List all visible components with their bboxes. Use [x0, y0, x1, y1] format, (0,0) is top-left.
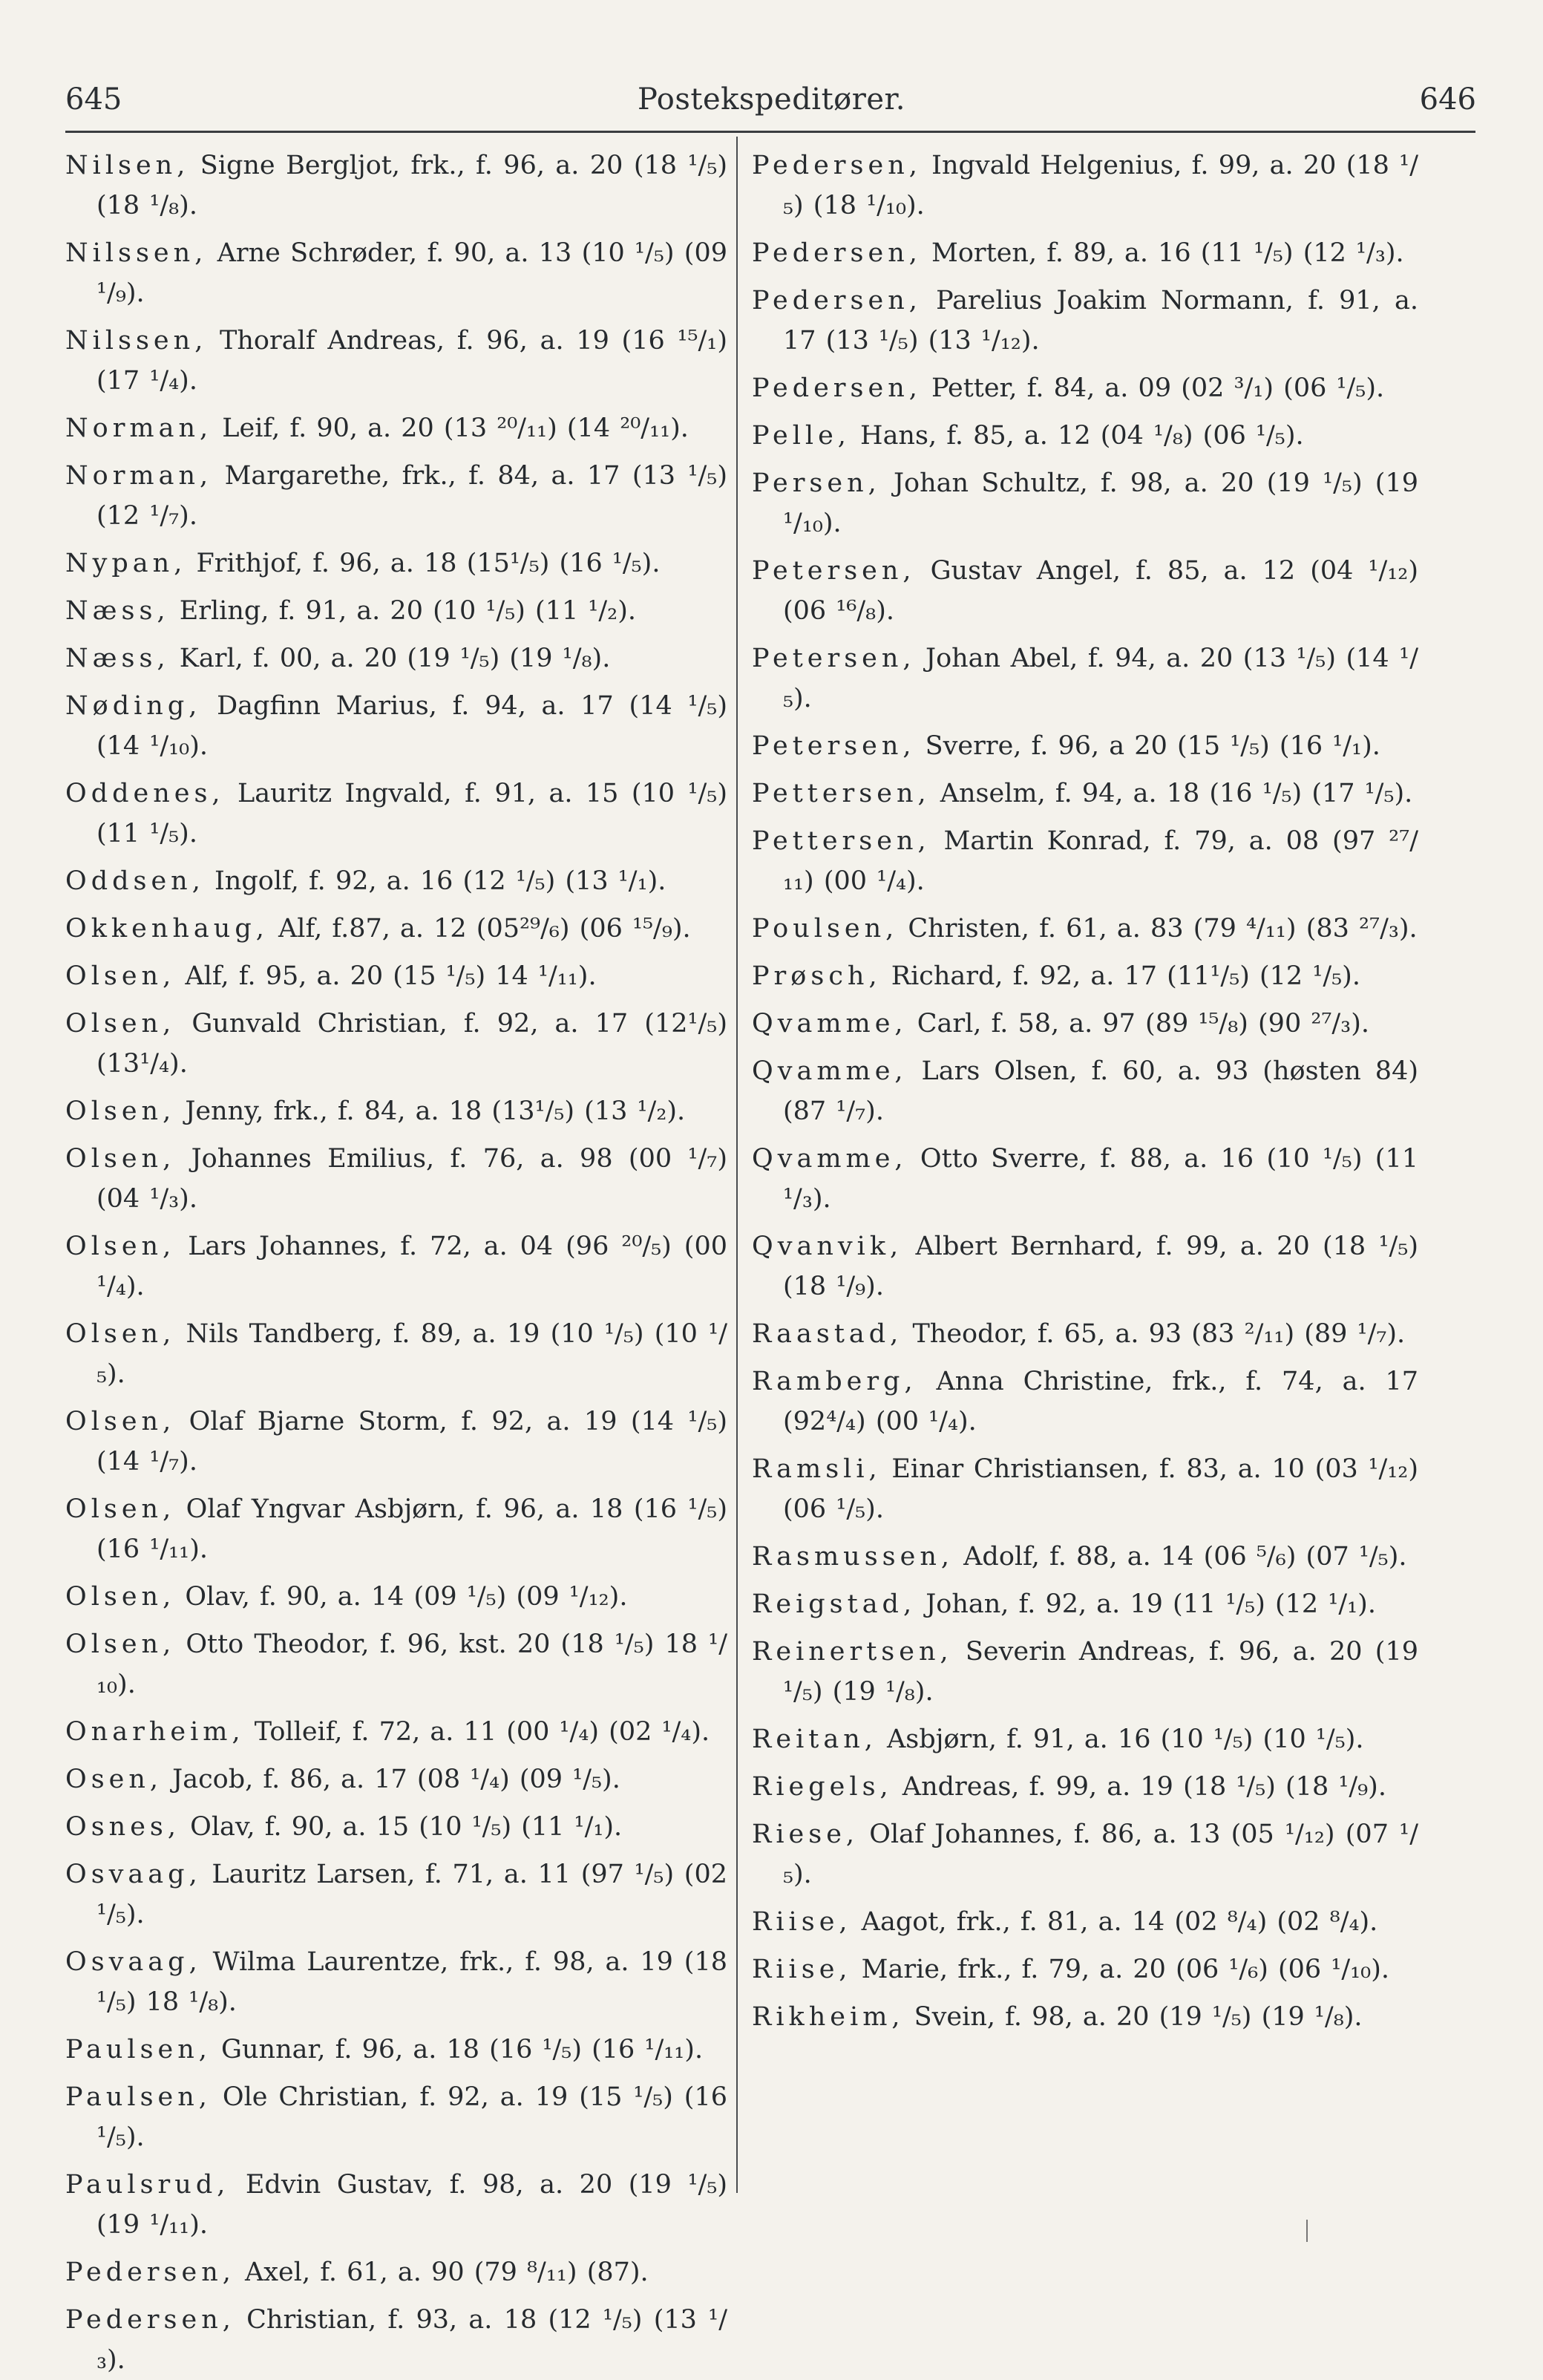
- entry-surname: Norman,: [65, 461, 213, 491]
- entry-surname: Onarheim,: [65, 1717, 245, 1747]
- directory-entry: [65, 591, 727, 631]
- running-title: Postekspeditører.: [638, 82, 905, 117]
- entry-surname: Nilssen,: [65, 326, 208, 356]
- entry-details: Morten, f. 89, a. 16 (11 ¹/₅) (12 ¹/₃).: [921, 238, 1404, 268]
- directory-entry: [65, 861, 727, 901]
- entry-surname: Pedersen,: [752, 373, 922, 403]
- directory-entry: [65, 146, 727, 226]
- directory-entry: [65, 909, 727, 949]
- directory-entry: [752, 463, 1418, 543]
- directory-entry: [65, 2300, 727, 2380]
- directory-entry: [752, 1537, 1418, 1577]
- entry-details: Thoralf Andreas, f. 96, a. 19 (16 ¹⁵/₁) (17 ¹/₄).: [96, 326, 727, 396]
- directory-entry: [65, 1489, 727, 1569]
- entry-details: Johan Abel, f. 94, a. 20 (13 ¹/₅) (14 ¹/₅).: [783, 644, 1418, 713]
- entry-surname: Olsen,: [65, 1096, 176, 1126]
- entry-surname: Næss,: [65, 596, 170, 626]
- entry-surname: Olsen,: [65, 1319, 176, 1349]
- entry-surname: Petersen,: [752, 644, 916, 673]
- entry-details: Jacob, f. 86, a. 17 (08 ¹/₄) (09 ¹/₅).: [163, 1765, 620, 1794]
- directory-entry: [752, 1584, 1418, 1624]
- entry-surname: Norman,: [65, 413, 213, 443]
- entry-surname: Rikheim,: [752, 2002, 905, 2032]
- entry-details: Petter, f. 84, a. 09 (02 ³/₁) (06 ¹/₅).: [921, 373, 1385, 403]
- entry-details: Leif, f. 90, a. 20 (13 ²⁰/₁₁) (14 ²⁰/₁₁).: [212, 413, 689, 443]
- directory-entry: [65, 1624, 727, 1704]
- left-page-number: 645: [65, 82, 122, 117]
- entry-surname: Paulsen,: [65, 2082, 212, 2112]
- entry-surname: Pedersen,: [752, 238, 922, 268]
- entry-surname: Petersen,: [752, 731, 916, 761]
- directory-entry: [65, 1712, 727, 1752]
- directory-entry: [65, 956, 727, 996]
- directory-entry: [65, 1314, 727, 1394]
- entry-details: Tolleif, f. 72, a. 11 (00 ¹/₄) (02 ¹/₄).: [244, 1717, 710, 1747]
- entry-details: Nils Tandberg, f. 89, a. 19 (10 ¹/₅) (10 ¹/₅).: [96, 1319, 727, 1389]
- directory-entry: [65, 456, 727, 536]
- directory-entry: [65, 1004, 727, 1084]
- entry-surname: Olsen,: [65, 1629, 176, 1659]
- entry-surname: Petersen,: [752, 556, 916, 586]
- entry-surname: Pedersen,: [65, 2258, 235, 2287]
- header-rule: [65, 131, 1475, 133]
- entry-details: Alf, f.87, a. 12 (05²⁹/₆) (06 ¹⁵/₉).: [268, 914, 691, 944]
- left-column: [65, 146, 727, 2380]
- entry-surname: Olsen,: [65, 1407, 176, 1436]
- entry-details: Edvin Gustav, f. 98, a. 20 (19 ¹/₅) (19 ¹/₁₁).: [96, 2170, 727, 2240]
- entry-surname: Qvamme,: [752, 1009, 908, 1039]
- directory-entry: [752, 1767, 1418, 1807]
- directory-entry: [65, 1091, 727, 1131]
- entry-surname: Osnes,: [65, 1812, 180, 1842]
- directory-entry: [752, 1361, 1418, 1442]
- directory-entry: [65, 1759, 727, 1799]
- directory-entry: [65, 686, 727, 766]
- directory-entry: [752, 1139, 1418, 1219]
- entry-surname: Osvaag,: [65, 1947, 202, 1977]
- directory-entry: [65, 2030, 727, 2070]
- entry-surname: Riese,: [752, 1820, 859, 1849]
- entry-surname: Ramsli,: [752, 1454, 882, 1484]
- entry-surname: Qvanvik,: [752, 1232, 903, 1261]
- entry-details: Lauritz Larsen, f. 71, a. 11 (97 ¹/₅) (02 ¹/₅).: [96, 1860, 727, 1929]
- entry-surname: Oddsen,: [65, 866, 205, 896]
- entry-details: Johan Schultz, f. 98, a. 20 (19 ¹/₅) (19 ¹/₁₀).: [783, 468, 1418, 538]
- entry-details: Hans, f. 85, a. 12 (04 ¹/₈) (06 ¹/₅).: [850, 421, 1304, 451]
- entry-surname: Qvamme,: [752, 1144, 908, 1174]
- entry-surname: Prøsch,: [752, 961, 882, 991]
- directory-entry: [65, 2165, 727, 2245]
- directory-entry: [65, 1854, 727, 1935]
- directory-entry: [752, 1226, 1418, 1307]
- entry-details: Gustav Angel, f. 85, a. 12 (04 ¹/₁₂) (06 ¹⁶/₈).: [783, 556, 1418, 626]
- entry-surname: Nilssen,: [65, 238, 208, 268]
- entry-details: Olaf Johannes, f. 86, a. 13 (05 ¹/₁₂) (07 ¹/₅).: [783, 1820, 1418, 1889]
- directory-entry: [65, 233, 727, 313]
- entry-surname: Pedersen,: [65, 2305, 235, 2335]
- directory-entry: [752, 368, 1418, 408]
- entry-surname: Olsen,: [65, 1009, 176, 1039]
- entry-details: Olaf Bjarne Storm, f. 92, a. 19 (14 ¹/₅) (14 ¹/₇).: [96, 1407, 727, 1477]
- entry-surname: Reitan,: [752, 1724, 877, 1754]
- directory-entry: [752, 1004, 1418, 1044]
- entry-details: Jenny, frk., f. 84, a. 18 (13¹/₅) (13 ¹/₂).: [175, 1096, 686, 1126]
- entry-details: Gunvald Christian, f. 92, a. 17 (12¹/₅) (13¹/₄).: [96, 1009, 727, 1079]
- directory-entry: [752, 233, 1418, 273]
- directory-entry: [65, 543, 727, 583]
- entry-details: Asbjørn, f. 91, a. 16 (10 ¹/₅) (10 ¹/₅).: [877, 1724, 1364, 1754]
- entry-surname: Pedersen,: [752, 151, 922, 180]
- directory-entry: [752, 638, 1418, 719]
- directory-entry: [65, 1942, 727, 2022]
- directory-entry: [65, 638, 727, 679]
- entry-details: Otto Sverre, f. 88, a. 16 (10 ¹/₅) (11 ¹/₃).: [783, 1144, 1418, 1214]
- entry-surname: Riise,: [752, 1955, 852, 1984]
- directory-entry: [65, 1807, 727, 1847]
- column-divider: [736, 137, 738, 2193]
- entry-surname: Næss,: [65, 644, 170, 673]
- entry-details: Lauritz Ingvald, f. 91, a. 15 (10 ¹/₅) (11 ¹/₅).: [96, 779, 727, 849]
- entry-details: Andreas, f. 99, a. 19 (18 ¹/₅) (18 ¹/₉).: [892, 1772, 1386, 1802]
- entry-details: Gunnar, f. 96, a. 18 (16 ¹/₅) (16 ¹/₁₁).: [211, 2035, 704, 2064]
- entry-details: Ole Christian, f. 92, a. 19 (15 ¹/₅) (16 ¹/₅).: [96, 2082, 727, 2152]
- entry-surname: Pettersen,: [752, 779, 931, 808]
- directory-entry: [752, 416, 1418, 456]
- directory-entry: [752, 146, 1418, 226]
- entry-surname: Osen,: [65, 1765, 163, 1794]
- entry-details: Olav, f. 90, a. 14 (09 ¹/₅) (09 ¹/₁₂).: [175, 1582, 628, 1612]
- entry-details: Aagot, frk., f. 81, a. 14 (02 ⁸/₄) (02 ⁸/₄).: [851, 1907, 1378, 1937]
- directory-entry: [752, 909, 1418, 949]
- directory-entry: [752, 1949, 1418, 1990]
- directory-entry: [65, 1226, 727, 1307]
- entry-details: Richard, f. 92, a. 17 (11¹/₅) (12 ¹/₅).: [881, 961, 1360, 991]
- directory-entry: [65, 1139, 727, 1219]
- entry-details: Theodor, f. 65, a. 93 (83 ²/₁₁) (89 ¹/₇).: [902, 1319, 1406, 1349]
- entry-details: Johan, f. 92, a. 19 (11 ¹/₅) (12 ¹/₁).: [916, 1589, 1376, 1619]
- directory-entry: [65, 408, 727, 448]
- entry-surname: Pettersen,: [752, 826, 931, 856]
- directory-entry: [65, 2077, 727, 2157]
- directory-entry: [752, 1051, 1418, 1131]
- directory-entry: [752, 1314, 1418, 1354]
- entry-details: Olav, f. 90, a. 15 (10 ¹/₅) (11 ¹/₁).: [180, 1812, 623, 1842]
- entry-details: Karl, f. 00, a. 20 (19 ¹/₅) (19 ¹/₈).: [169, 644, 611, 673]
- entry-surname: Olsen,: [65, 961, 176, 991]
- entry-surname: Nøding,: [65, 691, 202, 721]
- entry-surname: Riegels,: [752, 1772, 893, 1802]
- entry-details: Lars Olsen, f. 60, a. 93 (høsten 84) (87 ¹/₇).: [783, 1056, 1418, 1126]
- entry-surname: Okkenhaug,: [65, 914, 269, 944]
- entry-surname: Olsen,: [65, 1144, 176, 1174]
- entry-surname: Olsen,: [65, 1494, 176, 1524]
- directory-entry: [65, 774, 727, 854]
- entry-details: Marie, frk., f. 79, a. 20 (06 ¹/₆) (06 ¹/₁₀).: [851, 1955, 1389, 1984]
- entry-surname: Olsen,: [65, 1582, 176, 1612]
- entry-surname: Raastad,: [752, 1319, 903, 1349]
- entry-surname: Olsen,: [65, 1232, 176, 1261]
- directory-entry: [752, 1449, 1418, 1529]
- directory-entry: [752, 821, 1418, 901]
- directory-entry: [752, 956, 1418, 996]
- entry-surname: Persen,: [752, 468, 881, 498]
- entry-surname: Oddenes,: [65, 779, 225, 808]
- margin-mark: [1306, 2220, 1308, 2242]
- entry-surname: Riise,: [752, 1907, 852, 1937]
- directory-entry: [752, 1997, 1418, 2037]
- entry-details: Anselm, f. 94, a. 18 (16 ¹/₅) (17 ¹/₅).: [930, 779, 1413, 808]
- entry-details: Sverre, f. 96, a 20 (15 ¹/₅) (16 ¹/₁).: [915, 731, 1380, 761]
- entry-details: Einar Christiansen, f. 83, a. 10 (03 ¹/₁₂) (06 ¹/₅).: [783, 1454, 1418, 1524]
- directory-entry: [752, 1902, 1418, 1942]
- entry-details: Albert Bernhard, f. 99, a. 20 (18 ¹/₅) (18 ¹/₉).: [783, 1232, 1418, 1301]
- entry-surname: Nypan,: [65, 549, 187, 578]
- directory-entry: [65, 1577, 727, 1617]
- entry-details: Olaf Yngvar Asbjørn, f. 96, a. 18 (16 ¹/₅) (16 ¹/₁₁).: [96, 1494, 727, 1564]
- entry-details: Carl, f. 58, a. 97 (89 ¹⁵/₈) (90 ²⁷/₃).: [907, 1009, 1369, 1039]
- entry-details: Alf, f. 95, a. 20 (15 ¹/₅) 14 ¹/₁₁).: [175, 961, 597, 991]
- directory-entry: [65, 1402, 727, 1482]
- entry-surname: Reigstad,: [752, 1589, 917, 1619]
- directory-entry: [752, 774, 1418, 814]
- directory-entry: [752, 1719, 1418, 1759]
- entry-details: Johannes Emilius, f. 76, a. 98 (00 ¹/₇) (04 ¹/₃).: [96, 1144, 727, 1214]
- entry-details: Parelius Joakim Normann, f. 91, a. 17 (13 ¹/₅) (13 ¹/₁₂).: [783, 286, 1418, 356]
- entry-details: Otto Theodor, f. 96, kst. 20 (18 ¹/₅) 18 ¹/₁₀).: [96, 1629, 727, 1699]
- right-page-number: 646: [1419, 82, 1476, 117]
- entry-surname: Reinertsen,: [752, 1637, 953, 1667]
- entry-details: Svein, f. 98, a. 20 (19 ¹/₅) (19 ¹/₈).: [904, 2002, 1363, 2032]
- directory-entry: [752, 726, 1418, 766]
- entry-surname: Pedersen,: [752, 286, 922, 316]
- entry-details: Erling, f. 91, a. 20 (10 ¹/₅) (11 ¹/₂).: [169, 596, 636, 626]
- entry-surname: Poulsen,: [752, 914, 899, 944]
- entry-surname: Nilsen,: [65, 151, 190, 180]
- entry-details: Ingvald Helgenius, f. 99, a. 20 (18 ¹/₅) (18 ¹/₁₀).: [783, 151, 1418, 220]
- entry-surname: Qvamme,: [752, 1056, 908, 1086]
- entry-details: Christian, f. 93, a. 18 (12 ¹/₅) (13 ¹/₃).: [96, 2305, 727, 2375]
- entry-surname: Pelle,: [752, 421, 851, 451]
- entry-details: Lars Johannes, f. 72, a. 04 (96 ²⁰/₅) (00 ¹/₄).: [96, 1232, 727, 1301]
- entry-details: Christen, f. 61, a. 83 (79 ⁴/₁₁) (83 ²⁷/₃).: [898, 914, 1418, 944]
- entry-details: Frithjof, f. 96, a. 18 (15¹/₅) (16 ¹/₅).: [186, 549, 661, 578]
- entry-details: Martin Konrad, f. 79, a. 08 (97 ²⁷/₁₁) (00 ¹/₄).: [783, 826, 1418, 896]
- entry-surname: Ramberg,: [752, 1367, 917, 1396]
- entry-surname: Osvaag,: [65, 1860, 202, 1889]
- directory-entry: [752, 551, 1418, 631]
- directory-entry: [752, 1632, 1418, 1712]
- directory-entry: [65, 2252, 727, 2292]
- entry-details: Margarethe, frk., f. 84, a. 17 (13 ¹/₅) (12 ¹/₇).: [96, 461, 727, 531]
- entry-surname: Paulsrud,: [65, 2170, 230, 2200]
- entry-details: Adolf, f. 88, a. 14 (06 ⁵/₆) (07 ¹/₅).: [954, 1542, 1407, 1572]
- directory-entry: [752, 1814, 1418, 1894]
- entry-details: Ingolf, f. 92, a. 16 (12 ¹/₅) (13 ¹/₁).: [204, 866, 666, 896]
- entry-details: Wilma Laurentze, frk., f. 98, a. 19 (18 ¹/₅) 18 ¹/₈).: [96, 1947, 727, 2017]
- directory-entry: [752, 281, 1418, 361]
- entry-details: Axel, f. 61, a. 90 (79 ⁸/₁₁) (87).: [235, 2258, 649, 2287]
- entry-surname: Rasmussen,: [752, 1542, 954, 1572]
- entry-details: Signe Bergljot, frk., f. 96, a. 20 (18 ¹/₅) (18 ¹/₈).: [96, 151, 727, 220]
- entry-details: Arne Schrøder, f. 90, a. 13 (10 ¹/₅) (09 ¹/₉).: [96, 238, 727, 308]
- entry-details: Severin Andreas, f. 96, a. 20 (19 ¹/₅) (19 ¹/₈).: [783, 1637, 1418, 1707]
- entry-surname: Paulsen,: [65, 2035, 212, 2064]
- entry-details: Anna Christine, frk., f. 74, a. 17 (92⁴/₄) (00 ¹/₄).: [783, 1367, 1418, 1436]
- right-column: [752, 146, 1418, 2037]
- directory-entry: [65, 321, 727, 401]
- entry-details: Dagfinn Marius, f. 94, a. 17 (14 ¹/₅) (14 ¹/₁₀).: [96, 691, 727, 761]
